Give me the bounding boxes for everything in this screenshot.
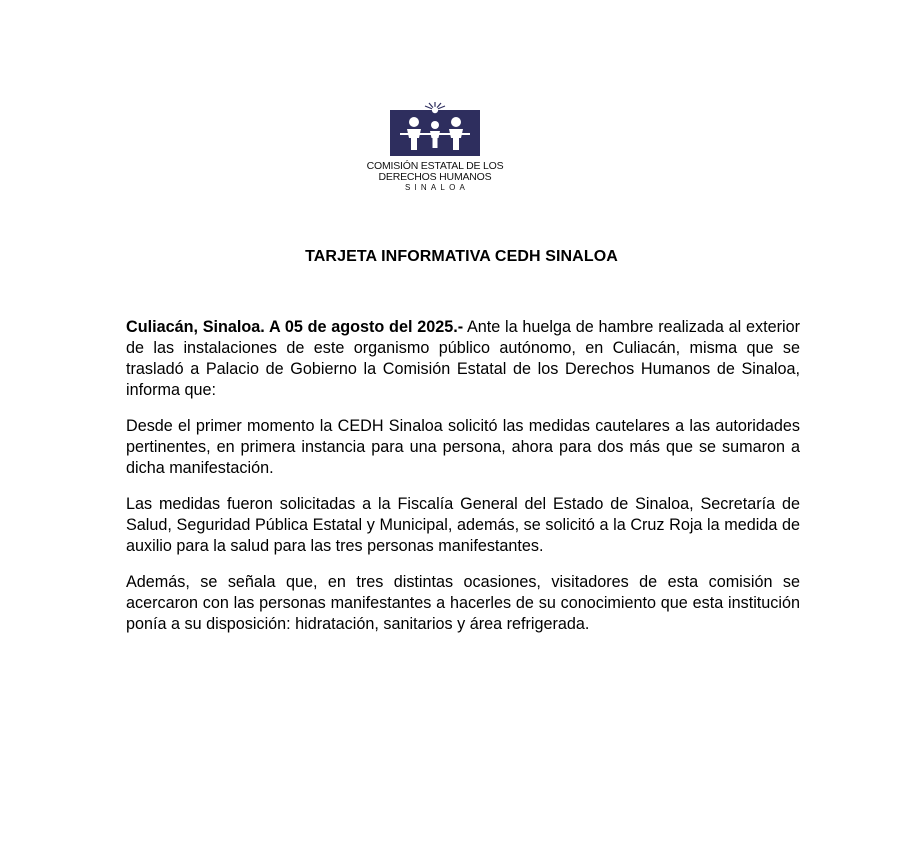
document-title: TARJETA INFORMATIVA CEDH SINALOA [305, 248, 618, 265]
paragraph-4: Además, se señala que, en tres distintas ocasiones, visitadores de esta comisión se acercaron con las personas manifestantes a hacerles de su conocimiento que esta institución ponía a su disposición: hidratación, sanitarios y área refrigerada. [126, 573, 800, 633]
dateline: Culiacán, Sinaloa. A 05 de agosto del 2025.- [126, 318, 464, 336]
paragraph-1 [126, 317, 800, 401]
paragraph-1-text: Ante la huelga de hambre realizada al exterior de las instalaciones de este organismo público autónomo, en Culiacán, misma que se trasladó a Palacio de Gobierno la Comisión Estatal de los Derechos Humanos de Sinaloa, informa que: [126, 318, 800, 399]
cedh-logo [360, 100, 510, 193]
cedh-family-logo-icon [390, 100, 480, 156]
logo-text-line1: COMISIÓN ESTATAL DE LOS [366, 160, 504, 172]
paragraph-2: Desde el primer momento la CEDH Sinaloa solicitó las medidas cautelares a las autoridades pertinentes, en primera instancia para una persona, ahora para dos más que se sumaron a dicha manifestación. [126, 417, 800, 477]
logo-text-line2: DERECHOS HUMANOS [378, 171, 492, 183]
logo-text-line3: SINALOA [404, 183, 470, 192]
paragraph-3: Las medidas fueron solicitadas a la Fiscalía General del Estado de Sinaloa, Secretaría de Salud, Seguridad Pública Estatal y Municipal, además, se solicitó a la Cruz Roja la medida de auxilio para la salud para las tres personas manifestantes. [126, 495, 800, 555]
document-body [126, 317, 800, 650]
